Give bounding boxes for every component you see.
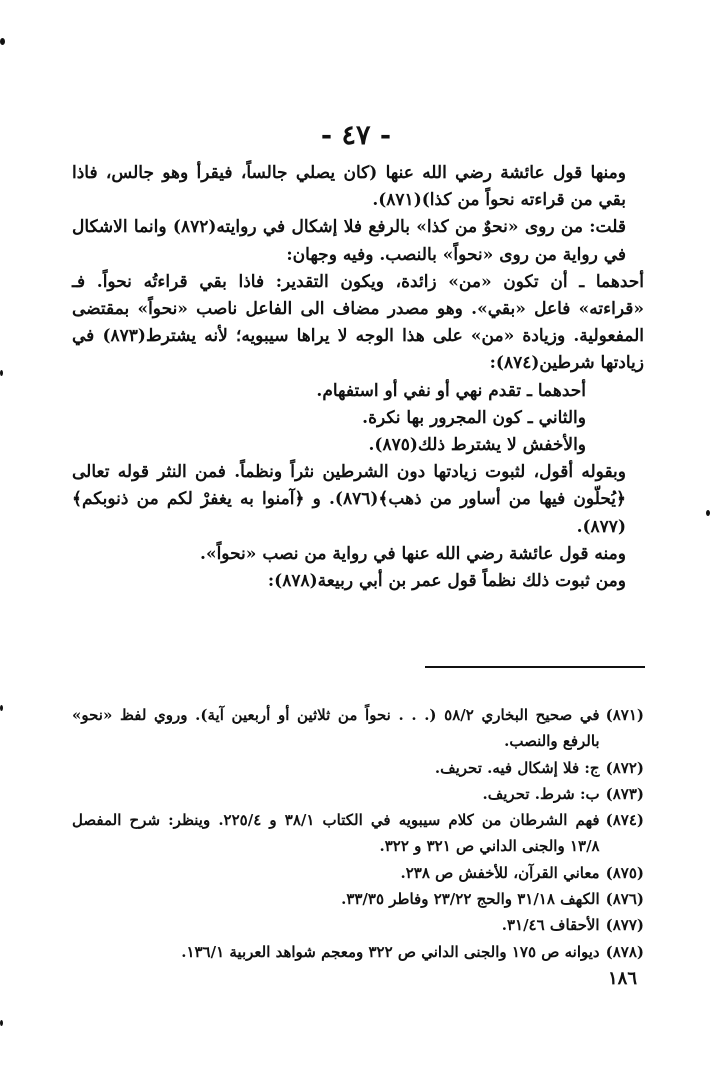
footnote-number: (٨٧٢) bbox=[605, 758, 644, 777]
footnote-number: (٨٧٦) bbox=[605, 890, 644, 909]
paragraph: ومنها قول عائشة رضي الله عنها (كان يصلي جالساً، فيقرأ وهو جالس، فاذا بقي من قراءته نحواً من كذا)(٨٧١). bbox=[72, 163, 626, 211]
paragraph: ومنه قول عائشة رضي الله عنها في رواية من نصب «نحواً». bbox=[200, 543, 626, 564]
list-item: أحدهما ـ تقدم نهي أو نفي أو استفهام. bbox=[316, 380, 586, 401]
paragraph: أحدهما ـ أن تكون «من» زائدة، ويكون التقدير: فاذا بقي قراءتُه نحواً. فـ «قراءته» فاعل «بقي». وهو مصدر مضاف الى الفاعل ناصب «نحواً» بمقتضى المفعولية. وزيادة «من» على هذا الوجه لا يراها سيبويه؛ لأنه يشترط(٨٧٣) في زيادتها شرطين(٨٧٤): bbox=[72, 271, 644, 374]
footnote-text: ب: شرط. تحريف. bbox=[482, 784, 600, 803]
paragraph: قلت: من روى «نحوٌ من كذا» بالرفع فلا إشكال في روايته(٨٧٢) وانما الاشكال في رواية من روى «نحواً» بالنصب. وفيه وجهان: bbox=[72, 217, 626, 265]
footnote-number: (٨٧٥) bbox=[605, 863, 644, 882]
scan-mark-right bbox=[706, 510, 710, 516]
list-item: والأخفش لا يشترط ذلك(٨٧٥). bbox=[368, 435, 586, 456]
paragraph: ومن ثبوت ذلك نظماً قول عمر بن أبي ربيعة(٨٧٨): bbox=[267, 571, 626, 592]
footnote-number: (٨٧١) bbox=[605, 706, 644, 724]
main-text bbox=[72, 160, 644, 595]
footnote-divider bbox=[425, 666, 645, 668]
footnote-text: ديوانه ص ١٧٥ والجنى الداني ص ٣٢٢ ومعجم شواهد العربية ١٣٦/١. bbox=[181, 942, 600, 961]
list-item: والثاني ـ كون المجرور بها نكرة. bbox=[362, 407, 586, 428]
footnote bbox=[72, 702, 644, 755]
page-number: ١٨٦ bbox=[608, 968, 638, 989]
scan-mark-left bbox=[0, 370, 3, 376]
footnote bbox=[72, 860, 644, 886]
footnote-text: فهم الشرطان من كلام سيبويه في الكتاب ٣٨/١ و ٢٢٥/٤. وينظر: شرح المفصل ١٣/٨ والجنى الداني ص ٣٢١ و ٣٢٢. bbox=[72, 811, 600, 856]
scan-mark-left bbox=[0, 705, 3, 711]
footnote-number: (٨٧٤) bbox=[605, 811, 644, 830]
footnote bbox=[72, 807, 644, 860]
scan-mark-left bbox=[0, 38, 5, 45]
footnote-number: (٨٧٨) bbox=[605, 942, 644, 961]
footnote bbox=[72, 781, 644, 807]
paragraph: وبقوله أقول، لثبوت زيادتها دون الشرطين نثراً ونظماً. فمن النثر قوله تعالى ﴿يُحلّون فيها من أساور من ذهب﴾(٨٧٦). و ﴿آمنوا به يغفرْ لكم من ذنوبكم﴾(٨٧٧). bbox=[72, 462, 626, 537]
footnote-text: معاني القرآن، للأخفش ص ٢٣٨. bbox=[400, 863, 600, 882]
section-number: - ٤٧ - bbox=[320, 120, 392, 151]
footnote bbox=[72, 939, 644, 965]
footnote-text: الأحقاف ٣١/٤٦. bbox=[501, 916, 600, 935]
footnote-text: الكهف ٣١/١٨ والحج ٢٣/٢٢ وفاطر ٣٣/٣٥. bbox=[341, 890, 600, 909]
footnote bbox=[72, 912, 644, 938]
footnote-text: في صحيح البخاري ٥٨/٢ (. . . نحواً من ثلاثين أو أربعين آية). وروي لفظ «نحو» بالرفع والنصب. bbox=[72, 706, 600, 751]
scan-mark-left bbox=[0, 1020, 3, 1026]
footnotes bbox=[72, 702, 644, 965]
footnote bbox=[72, 755, 644, 781]
footnote bbox=[72, 886, 644, 912]
footnote-number: (٨٧٧) bbox=[605, 916, 644, 935]
footnote-number: (٨٧٣) bbox=[605, 784, 644, 803]
footnote-text: ج: فلا إشكال فيه. تحريف. bbox=[434, 758, 600, 777]
